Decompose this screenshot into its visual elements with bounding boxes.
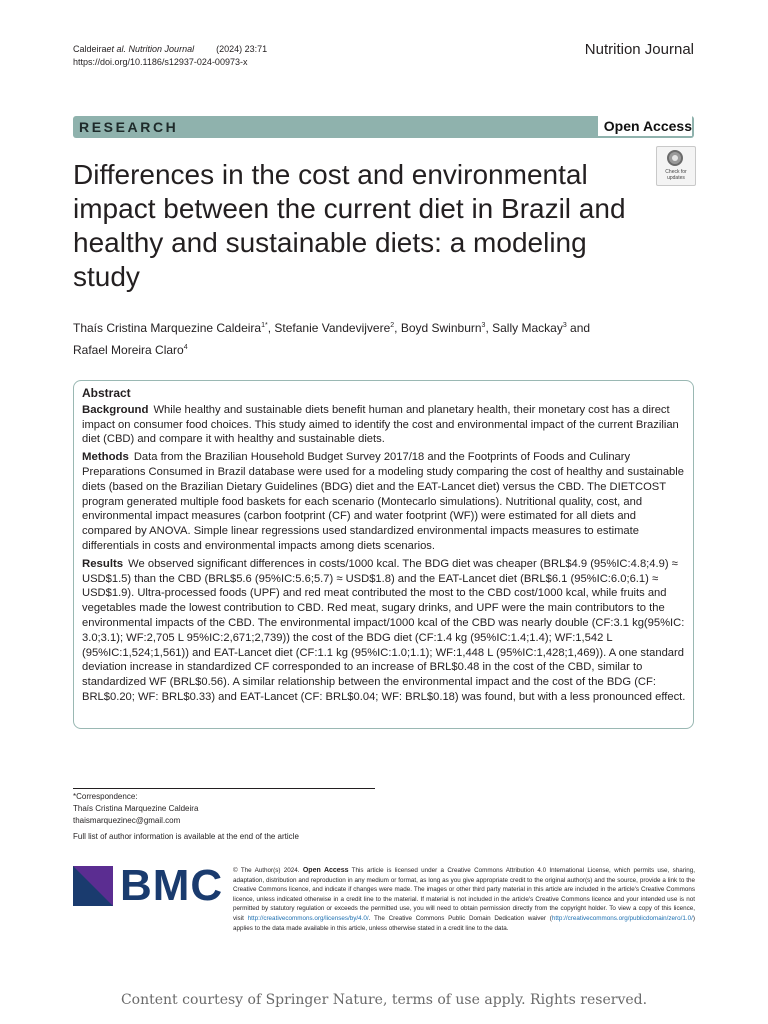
footnote-divider bbox=[73, 788, 375, 789]
author-separator: , bbox=[485, 321, 493, 335]
author-affiliation: 3 bbox=[562, 322, 567, 329]
author-affiliation: 1* bbox=[261, 322, 268, 329]
abstract-box bbox=[73, 380, 694, 729]
bmc-logo-text: BMC bbox=[120, 861, 224, 910]
journal-name: Nutrition Journal bbox=[584, 41, 694, 58]
open-access-label: Open Access bbox=[598, 116, 692, 136]
header-author: Caldeira bbox=[73, 44, 107, 54]
author-list bbox=[73, 316, 673, 360]
article-title: Differences in the cost and environmental impact between the current diet in Brazil and healthy and sustainable diets: a modeling study bbox=[73, 159, 626, 292]
check-updates-label: Check for updates bbox=[665, 169, 687, 181]
author-name[interactable]: Stefanie Vandevijvere bbox=[274, 321, 391, 335]
check-for-updates-button[interactable] bbox=[656, 146, 696, 186]
results-label: Results bbox=[82, 557, 124, 570]
author-separator: and bbox=[566, 321, 591, 335]
author-affiliation: 2 bbox=[390, 322, 395, 329]
abstract-background bbox=[82, 403, 686, 447]
license-text bbox=[233, 866, 695, 933]
correspondence-label: *Correspondence: bbox=[73, 792, 138, 801]
doi-link[interactable]: https://doi.org/10.1186/s12937-024-00973-x bbox=[73, 57, 248, 67]
license-open-access: Open Access bbox=[302, 867, 349, 874]
author-info-note: Full list of author information is available at the end of the article bbox=[73, 832, 299, 841]
correspondence-block bbox=[73, 791, 198, 827]
correspondence-name: Thaís Cristina Marquezine Caldeira bbox=[73, 804, 199, 813]
running-header bbox=[73, 43, 267, 69]
correspondence-email[interactable]: thaismarquezinec@gmail.com bbox=[73, 816, 181, 825]
license-body: This article is licensed under a Creative Commons Attribution 4.0 International License, which permits use, sharing, adaptation, distribution and reproduction in any medium or format, as long as you give appropriate credit to the original author(s) and the source, provide a link to the Creative Commons licence, and indicate if changes were made. The images or other third party material in this article are included in the article's Creative Commons licence, unless indicated otherwise in a credit line to the material. If material is not included in the article's Creative Commons licence and your intended use is not permitted by statutory regulation or exceeds the permitted use, you will need to obtain permission directly from the copyright holder. To view a copy of this licence, visit bbox=[233, 867, 695, 922]
author-separator: , bbox=[394, 321, 401, 335]
abstract-results bbox=[82, 557, 686, 705]
license-body-3: ) applies to the data made available in this article, unless otherwise stated in a credit line to the data. bbox=[233, 914, 695, 932]
license-link-by[interactable]: http://creativecommons.org/licenses/by/4.0/ bbox=[247, 914, 369, 922]
author-separator: , bbox=[267, 321, 275, 335]
results-text: We observed significant differences in costs/1000 kcal. The BDG diet was cheaper (BRL$4.9 (95%IC:4.8;4.9) ≈ USD$1.5) than the CBD (BRL$5.6 (95%IC:5.6;5.7) ≈ USD$1.8) and the EAT-Lancet diet (BRL$6.1 (95%IC:6.0;6.1) ≈ USD$1.9). Ultra-processed foods (UPF) and red meat contributed the most to the CBD cost/1000 kcal, while fruits and vegetables made the lowest contribution to CBD. Red meat, sugary drinks, and UPF were the main contributors to the environmental impacts of the CBD. The environmental impact/1000 kcal of the CBD was nearly double (CF:3.1 kg(95%IC: 3.0;3.1); WF:2,705 L 95%IC:2,671;2,739)) the cost of the BDG diet (CF:1.4 kg (95%IC:1.4;1.4); WF:1,542 L (95%IC:1,524;1,561)) and EAT-Lancet diet (CF:1.1 kg (95%IC:1.0;1.1); WF:1,448 L (95%IC:1,428;1,469)). A one standard deviation increase in standardized CF corresponded to an increase of BRL$0.48 in the cost of the CBD, similar to standardized WF (BRL$0.56). A similar relationship between the environmental impact and the cost of the BDG (CF: BRL$0.20; WF: BRL$0.33) and EAT-Lancet (CF: BRL$0.04; WF: BRL$0.18) was found, but with a less pronounced effect. bbox=[82, 557, 686, 703]
author-name[interactable]: Boyd Swinburn bbox=[400, 321, 482, 335]
header-citation: (2024) 23:71 bbox=[216, 44, 268, 54]
background-text: While healthy and sustainable diets benefit human and planetary health, their monetary cost has a direct impact on consumer food choices. This study aimed to identify the cost and environmental impact of the current Brazilian diet (CBD) and compare it with healthy and sustainable diets. bbox=[82, 403, 679, 446]
springer-footer: Content courtesy of Springer Nature, terms of use apply. Rights reserved. bbox=[120, 992, 648, 1008]
bmc-logo-icon bbox=[73, 866, 113, 906]
research-label: RESEARCH bbox=[79, 119, 179, 135]
methods-label: Methods bbox=[82, 451, 129, 464]
author-name[interactable]: Sally Mackay bbox=[492, 321, 563, 335]
author-affiliation: 3 bbox=[481, 322, 486, 329]
methods-text: Data from the Brazilian Household Budget Survey 2017/18 and the Footprints of Foods and Culinary Preparations Consumed in Brazil database were used for a modeling study comparing the cost of healthy and sustainable diets (based on the Brazilian Dietary Guidelines (BDG) diet and the EAT-Lancet diet) versus the CBD. The DIETCOST program generated multiple food baskets for each scenario (Montecarlo simulations). Nutritional quality, cost, and environmental impact measures (carbon footprint (CF) and water footprint (WF)) were estimated for all diets and compared by ANOVA. Simple linear regressions used standardized environmental impacts measures to estimate differentials in costs and environmental impacts among diets scenarios. bbox=[82, 451, 684, 552]
author-name[interactable]: Rafael Moreira Claro bbox=[73, 343, 184, 357]
check-updates-icon bbox=[667, 150, 683, 166]
abstract-heading: Abstract bbox=[82, 386, 131, 400]
header-journal-short: et al. Nutrition Journal bbox=[106, 44, 195, 54]
author-affiliation: 4 bbox=[183, 344, 188, 351]
abstract-methods bbox=[82, 450, 686, 554]
author-name[interactable]: Thaís Cristina Marquezine Caldeira bbox=[73, 321, 262, 335]
license-body-2: . The Creative Commons Public Domain Dedication waiver ( bbox=[368, 914, 552, 922]
license-copyright: © The Author(s) 2024. bbox=[233, 867, 300, 874]
background-label: Background bbox=[82, 403, 149, 416]
license-link-zero[interactable]: http://creativecommons.org/publicdomain/zero/1.0/ bbox=[551, 914, 693, 922]
